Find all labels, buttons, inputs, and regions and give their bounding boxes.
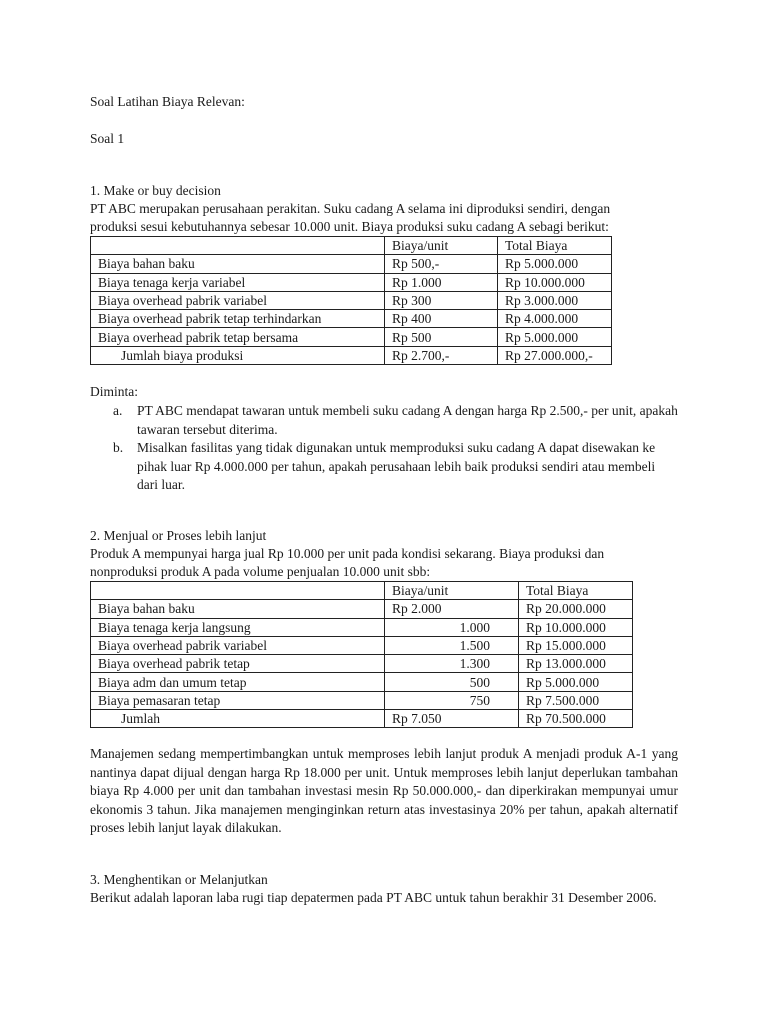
table-cell: Rp 2.700,- — [385, 346, 498, 364]
table-row — [91, 310, 612, 328]
q1-cost-table — [90, 236, 612, 365]
soal-label: Soal 1 — [90, 131, 125, 146]
q2-cost-table — [90, 581, 633, 728]
table-cell: Rp 4.000.000 — [498, 310, 612, 328]
q3-paragraph: Berikut adalah laporan laba rugi tiap depatermen pada PT ABC untuk tahun berakhir 31 Desember 2006. — [90, 890, 657, 905]
q2-paragraph: Manajemen sedang mempertimbangkan untuk memproses lebih lanjut produk A menjadi produk A-1 yang nantinya dapat dijual dengan harga Rp 18.000 per unit. Untuk memproses lebih lanjut deperlukan tambahan biaya Rp 4.000 per unit dan tambahan investasi mesin Rp 50.000.000,- dan diperkirakan mempunyai umur ekonomis 3 tahun. Jika manajemen menginginkan return atas investasinya 20% per tahun, apakah alternatif proses lebih lanjut layak dilakukan. — [90, 746, 678, 835]
q2-heading: 2. Menjual or Proses lebih lanjut — [90, 528, 267, 543]
table-cell: Rp 10.000.000 — [519, 618, 633, 636]
table-cell: Biaya overhead pabrik variabel — [91, 636, 385, 654]
table-cell: Biaya tenaga kerja variabel — [91, 273, 385, 291]
table-row — [91, 655, 633, 673]
table-cell: Rp 1.000 — [385, 273, 498, 291]
q1-intro-line-2: produksi sesui kebutuhannya sebesar 10.000 unit. Biaya produksi suku cadang A sebagi berikut: — [90, 219, 609, 234]
q1-diminta-label: Diminta: — [90, 384, 138, 399]
table-cell: 1.300 — [385, 655, 519, 673]
table-cell — [91, 582, 385, 600]
list-item — [110, 439, 678, 495]
list-marker: a. — [113, 403, 123, 418]
table-cell: Biaya overhead pabrik variabel — [91, 291, 385, 309]
table-header-cell: Biaya/unit — [385, 237, 498, 255]
table-cell: Rp 2.000 — [385, 600, 519, 618]
table-cell: Biaya overhead pabrik tetap bersama — [91, 328, 385, 346]
table-row — [91, 636, 633, 654]
table-cell — [91, 237, 385, 255]
table-total-row — [91, 346, 612, 364]
table-cell: 1.500 — [385, 636, 519, 654]
table-header-row — [91, 582, 633, 600]
table-header-cell: Biaya/unit — [385, 582, 519, 600]
table-cell: Jumlah biaya produksi — [91, 346, 385, 364]
table-row — [91, 255, 612, 273]
table-row — [91, 691, 633, 709]
list-item-text: Misalkan fasilitas yang tidak digunakan untuk memproduksi suku cadang A dapat disewakan ke pihak luar Rp 4.000.000 per tahun, apakah perusahaan lebih baik produksi sendiri atau membeli dari luar. — [137, 440, 656, 492]
list-marker: b. — [113, 440, 124, 455]
table-cell: Rp 27.000.000,- — [498, 346, 612, 364]
q1-heading: 1. Make or buy decision — [90, 183, 221, 198]
q2-intro-line-2: nonproduksi produk A pada volume penjualan 10.000 unit sbb: — [90, 564, 431, 579]
q1-task-list — [110, 402, 678, 495]
table-row — [91, 291, 612, 309]
table-cell: Rp 300 — [385, 291, 498, 309]
q1-intro-line-1: PT ABC merupakan perusahaan perakitan. Suku cadang A selama ini diproduksi sendiri, dengan — [90, 201, 611, 216]
document-title: Soal Latihan Biaya Relevan: — [90, 94, 245, 109]
table-cell: Biaya bahan baku — [91, 255, 385, 273]
table-row — [91, 328, 612, 346]
table-cell: Rp 13.000.000 — [519, 655, 633, 673]
table-cell: Rp 400 — [385, 310, 498, 328]
q3-heading: 3. Menghentikan or Melanjutkan — [90, 872, 268, 887]
table-row — [91, 273, 612, 291]
table-cell: Rp 5.000.000 — [498, 328, 612, 346]
table-cell: Rp 70.500.000 — [519, 710, 633, 728]
table-header-cell: Total Biaya — [498, 237, 612, 255]
table-cell: Rp 15.000.000 — [519, 636, 633, 654]
table-cell: Rp 500 — [385, 328, 498, 346]
list-item-text: PT ABC mendapat tawaran untuk membeli suku cadang A dengan harga Rp 2.500,- per unit, apakah tawaran tersebut diterima. — [137, 403, 678, 437]
table-cell: Biaya tenaga kerja langsung — [91, 618, 385, 636]
table-cell: Rp 500,- — [385, 255, 498, 273]
table-cell: 750 — [385, 691, 519, 709]
table-cell: Rp 5.000.000 — [498, 255, 612, 273]
table-header-cell: Total Biaya — [519, 582, 633, 600]
table-row — [91, 618, 633, 636]
table-cell: Rp 5.000.000 — [519, 673, 633, 691]
table-cell: Biaya pemasaran tetap — [91, 691, 385, 709]
table-cell: Rp 20.000.000 — [519, 600, 633, 618]
table-cell: Rp 7.500.000 — [519, 691, 633, 709]
table-cell: Biaya overhead pabrik tetap — [91, 655, 385, 673]
q2-intro-line-1: Produk A mempunyai harga jual Rp 10.000 per unit pada kondisi sekarang. Biaya produksi dan — [90, 546, 605, 561]
table-cell: Jumlah — [91, 710, 385, 728]
table-cell: 500 — [385, 673, 519, 691]
table-cell: Rp 3.000.000 — [498, 291, 612, 309]
table-cell: Rp 7.050 — [385, 710, 519, 728]
table-cell: Biaya adm dan umum tetap — [91, 673, 385, 691]
table-cell: 1.000 — [385, 618, 519, 636]
table-total-row — [91, 710, 633, 728]
table-cell: Rp 10.000.000 — [498, 273, 612, 291]
table-cell: Biaya bahan baku — [91, 600, 385, 618]
table-row — [91, 673, 633, 691]
table-header-row — [91, 237, 612, 255]
table-row — [91, 600, 633, 618]
table-cell: Biaya overhead pabrik tetap terhindarkan — [91, 310, 385, 328]
list-item — [110, 402, 678, 439]
